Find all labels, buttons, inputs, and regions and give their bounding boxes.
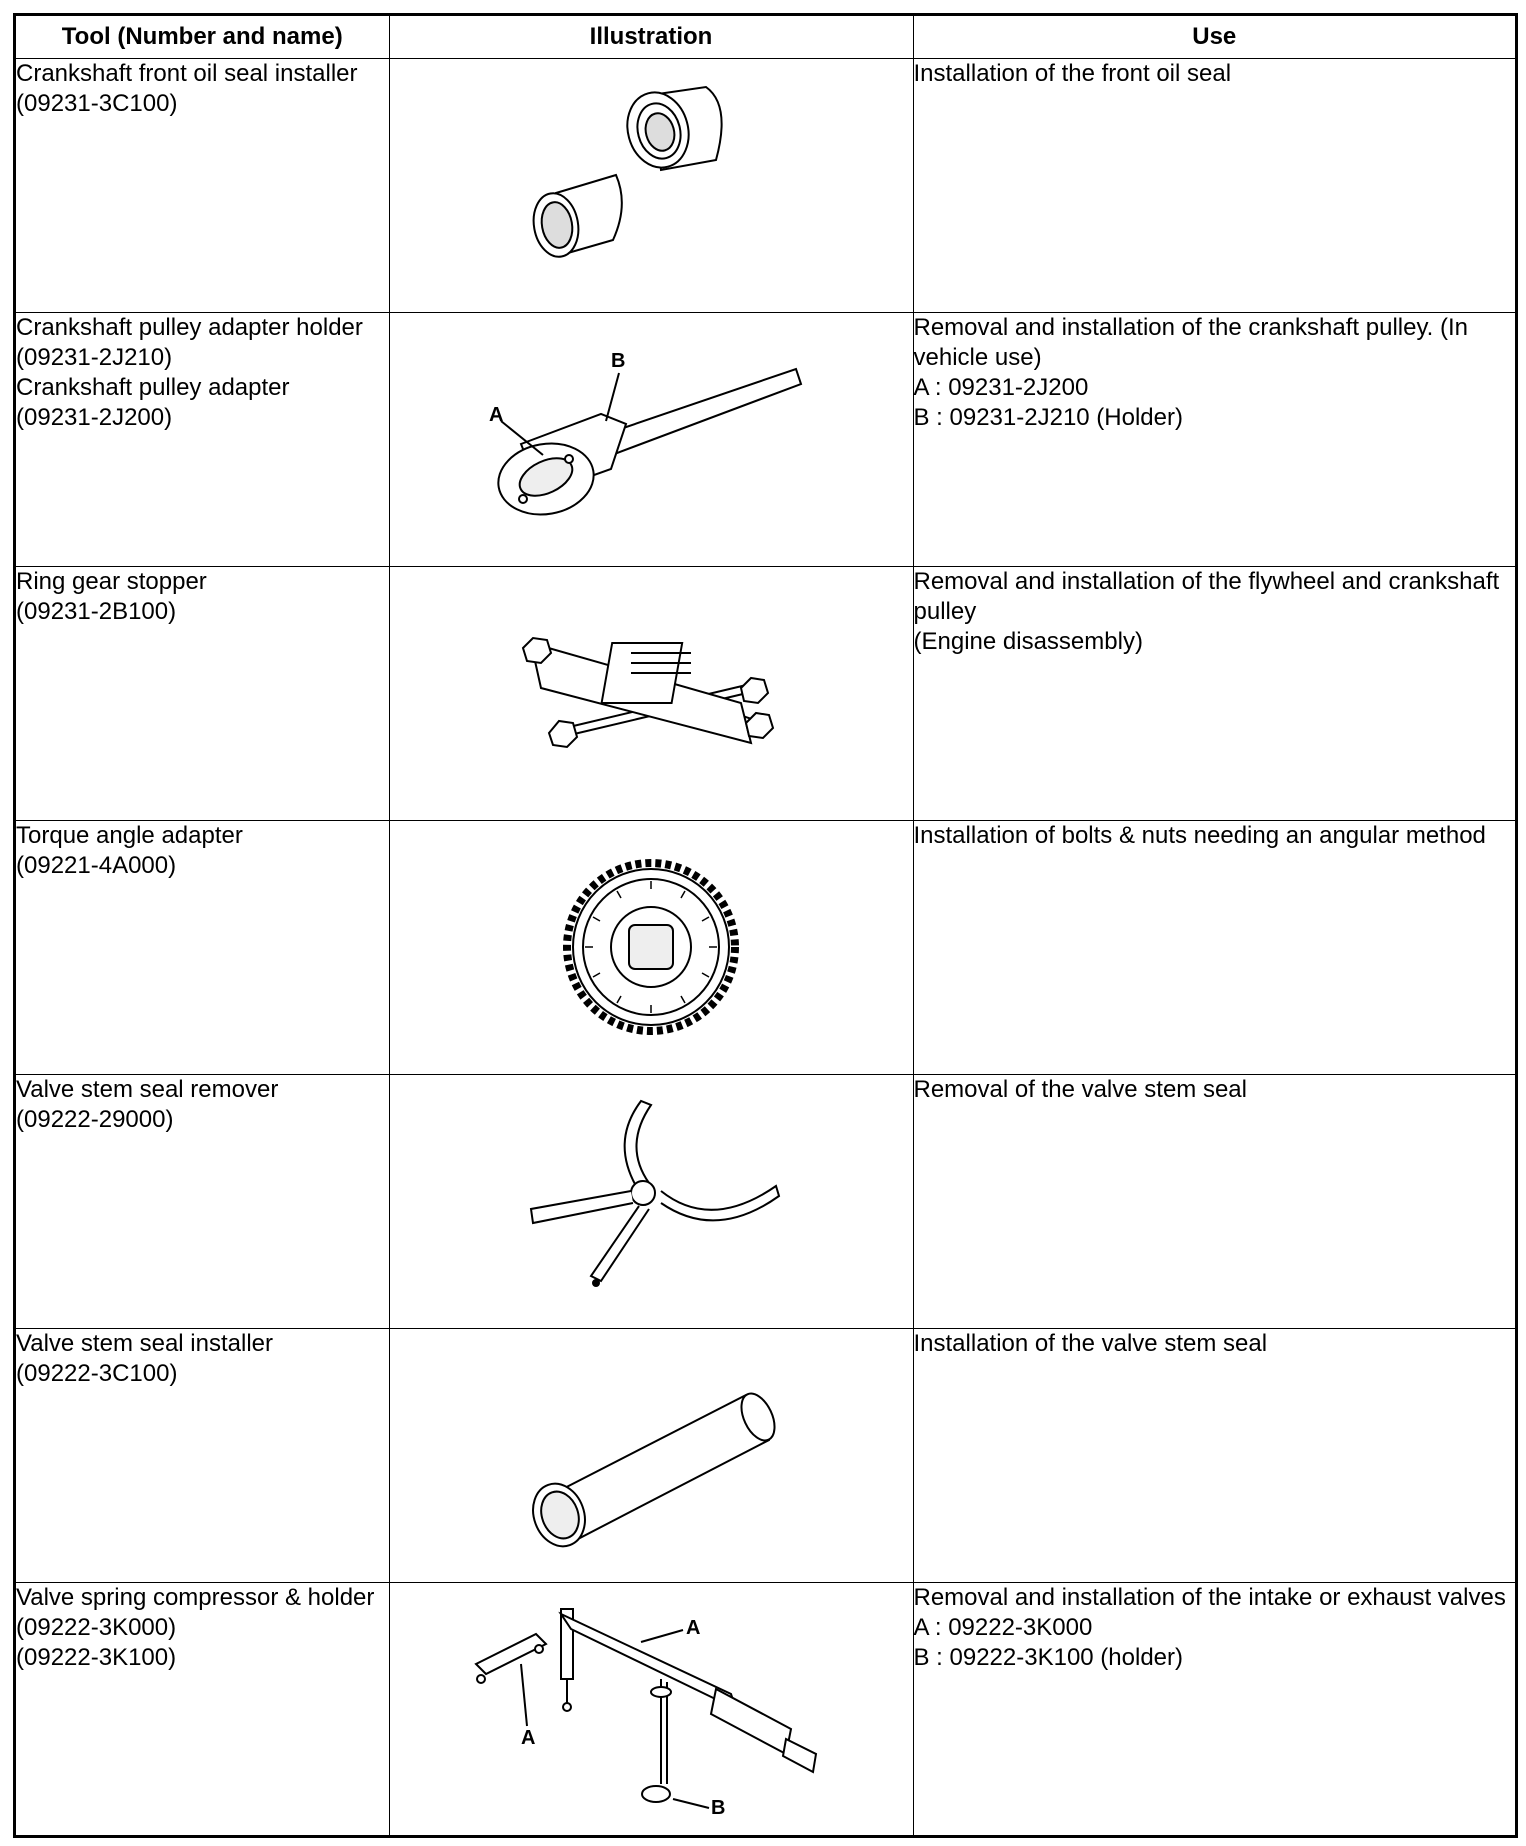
table-row [16, 1074, 1515, 1328]
illustration-cell [389, 820, 913, 1074]
seal-installer-icon [501, 75, 801, 295]
use-part-b: B : 09222-3K100 (holder) [913, 1643, 1184, 1671]
use-cell [913, 1074, 1515, 1328]
use-part-a: A : 09231-2J200 [913, 373, 1089, 401]
table-row [16, 566, 1515, 820]
table-header-row [16, 16, 1515, 58]
table-row [16, 820, 1515, 1074]
valve-spring-compressor-icon [461, 1594, 841, 1824]
tool-name: Valve stem seal installer [16, 1329, 273, 1357]
pliers-icon [511, 1091, 791, 1311]
tool-name: Valve spring compressor & holder [16, 1583, 375, 1611]
tool-number: (09231-2J210) [16, 343, 173, 371]
illustration-cell [389, 312, 913, 566]
tool-number: (09231-2B100) [16, 597, 177, 625]
use-text: Installation of bolts & nuts needing an angular method [913, 821, 1486, 849]
use-cell [913, 58, 1515, 312]
callout-a: A [489, 404, 504, 426]
use-part-a: A : 09222-3K000 [913, 1613, 1093, 1641]
illustration-cell [389, 1582, 913, 1836]
tool-cell [16, 1582, 389, 1836]
use-cell [913, 312, 1515, 566]
illustration-cell [389, 566, 913, 820]
tool-number: (09222-3C100) [16, 1359, 178, 1387]
tool-number: (09231-2J200) [16, 403, 173, 431]
table-row [16, 1582, 1515, 1836]
use-cell [913, 820, 1515, 1074]
tool-name: Torque angle adapter [16, 821, 243, 849]
tool-number: (09221-4A000) [16, 851, 177, 879]
tool-name: Crankshaft pulley adapter holder [16, 313, 363, 341]
tool-cell [16, 1328, 389, 1582]
illustration-cell [389, 1328, 913, 1582]
use-text: Removal and installation of the crankshaft pulley. (In vehicle use) [913, 313, 1469, 371]
callout-b: B [711, 1797, 726, 1820]
illustration-cell [389, 1074, 913, 1328]
tool-name: Crankshaft pulley adapter [16, 373, 290, 401]
torque-angle-adapter-icon [561, 857, 741, 1037]
table-row [16, 312, 1515, 566]
table-row [16, 58, 1515, 312]
callout-b: B [611, 350, 626, 372]
tool-cell [16, 1074, 389, 1328]
header-illustration: Illustration [389, 16, 913, 58]
header-tool: Tool (Number and name) [16, 16, 389, 58]
tool-cell [16, 820, 389, 1074]
table-row [16, 1328, 1515, 1582]
special-tools-sheet [13, 13, 1518, 1838]
callout-a: A [686, 1617, 701, 1640]
tube-installer-icon [511, 1355, 791, 1555]
tool-cell [16, 566, 389, 820]
tool-cell [16, 312, 389, 566]
tool-number: (09222-3K000) [16, 1613, 177, 1641]
use-text: Removal and installation of the intake or exhaust valves [913, 1583, 1506, 1611]
tool-number: (09231-3C100) [16, 89, 178, 117]
ring-gear-stopper-icon [501, 593, 801, 793]
use-cell [913, 1582, 1515, 1836]
tool-name: Ring gear stopper [16, 567, 207, 595]
use-text: Installation of the front oil seal [913, 59, 1232, 87]
pulley-holder-icon [451, 329, 851, 549]
use-text: Installation of the valve stem seal [913, 1329, 1268, 1357]
use-note: (Engine disassembly) [913, 627, 1143, 655]
header-use: Use [913, 16, 1515, 58]
use-cell [913, 1328, 1515, 1582]
callout-a: A [521, 1727, 536, 1750]
special-tools-table [16, 16, 1515, 1836]
tool-number: (09222-3K100) [16, 1643, 177, 1671]
tool-name: Valve stem seal remover [16, 1075, 279, 1103]
tool-number: (09222-29000) [16, 1105, 174, 1133]
use-part-b: B : 09231-2J210 (Holder) [913, 403, 1183, 431]
tool-cell [16, 58, 389, 312]
use-text: Removal and installation of the flywheel and crankshaft pulley [913, 567, 1500, 625]
illustration-cell [389, 58, 913, 312]
use-cell [913, 566, 1515, 820]
tool-name: Crankshaft front oil seal installer [16, 59, 358, 87]
use-text: Removal of the valve stem seal [913, 1075, 1247, 1103]
